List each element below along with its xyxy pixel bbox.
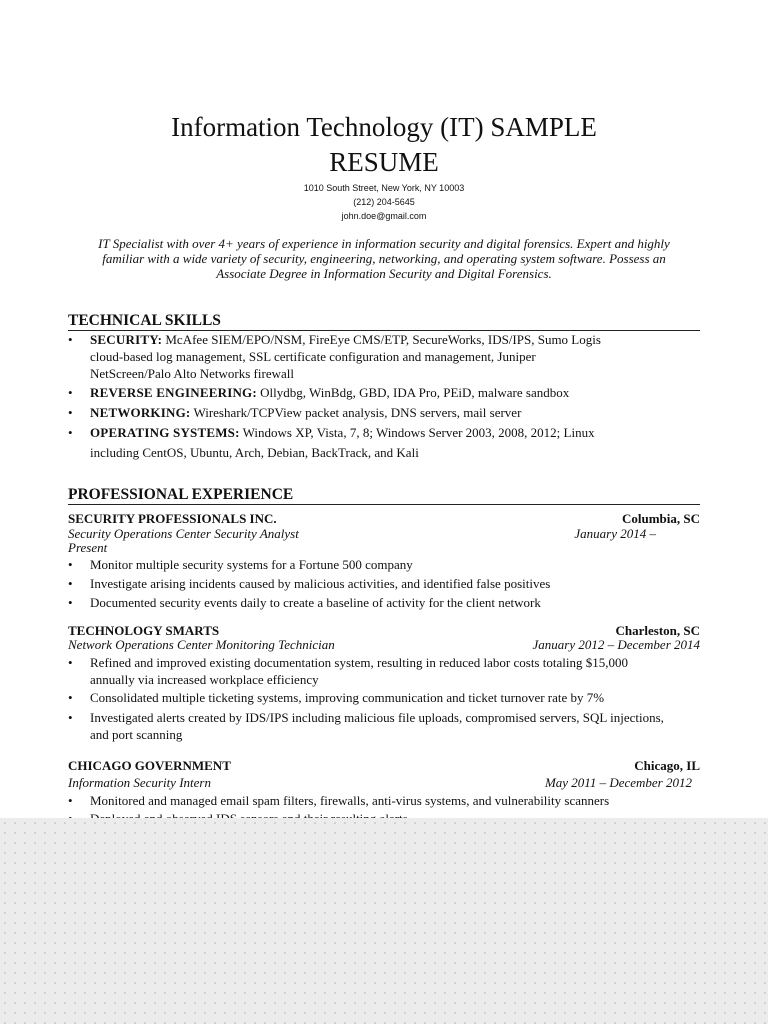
job-bullet: Investigate arising incidents caused by malicious activities, and identified false positives	[90, 576, 551, 591]
job-bullet: Refined and improved existing documentation system, resulting in reduced labor costs totaling $15,000	[90, 655, 628, 670]
skill-text: McAfee SIEM/EPO/NSM, FireEye CMS/ETP, SecureWorks, IDS/IPS, Sumo Logis	[162, 332, 601, 347]
job-dates: January 2014 –	[574, 526, 656, 541]
bullet-icon: •	[68, 710, 73, 725]
job-role: Information Security Intern	[68, 775, 211, 790]
technical-skills-heading: TECHNICAL SKILLS	[68, 312, 700, 331]
skill-label: NETWORKING:	[90, 405, 191, 420]
skill-text: Windows XP, Vista, 7, 8; Windows Server 2003, 2008, 2012; Linux	[239, 425, 595, 440]
experience-heading: PROFESSIONAL EXPERIENCE	[68, 486, 700, 505]
job-bullet-cont: annually via increased workplace efficiency	[90, 672, 319, 687]
job-role-row	[68, 637, 700, 653]
skill-text: Ollydbg, WinBdg, GBD, IDA Pro, PEiD, malware sandbox	[256, 385, 570, 400]
company-name: TECHNOLOGY SMARTS	[68, 623, 220, 638]
resume-title-line1: Information Technology (IT) SAMPLE	[171, 112, 597, 142]
job-bullet: Monitored and managed email spam filters, firewalls, anti-virus systems, and vulnerability scanners	[90, 793, 610, 808]
job-bullet: Monitor multiple security systems for a Fortune 500 company	[90, 557, 413, 572]
bullet-icon: •	[68, 425, 73, 440]
job-bullet-cont: and port scanning	[90, 727, 183, 742]
bullet-icon: •	[68, 690, 73, 705]
summary-line-1: IT Specialist with over 4+ years of experience in information security and digital forensics. Expert and highly	[98, 236, 670, 251]
job-header	[68, 511, 700, 527]
job-location: Charleston, SC	[615, 623, 700, 638]
company-name: CHICAGO GOVERNMENT	[68, 758, 231, 773]
bullet-icon: •	[68, 655, 73, 670]
bullet-icon: •	[68, 595, 73, 610]
skill-label: OPERATING SYSTEMS:	[90, 425, 240, 440]
skill-text-cont: including CentOS, Ubuntu, Arch, Debian, BackTrack, and Kali	[90, 445, 419, 460]
skill-text: Wireshark/TCPView packet analysis, DNS servers, mail server	[190, 405, 522, 420]
job-dates: May 2011 – December 2012	[544, 775, 692, 790]
skill-item-networking	[90, 405, 521, 422]
preview-cutoff-overlay	[0, 818, 768, 1024]
resume-title-line2: RESUME	[329, 147, 439, 177]
job-location: Chicago, IL	[634, 758, 700, 773]
job-bullet: Investigated alerts created by IDS/IPS including malicious file uploads, compromised servers, SQL injections,	[90, 710, 664, 725]
bullet-icon: •	[68, 385, 73, 400]
skill-label: SECURITY:	[90, 332, 163, 347]
job-dates-cont: Present	[68, 540, 108, 555]
job-role-row	[68, 775, 700, 791]
job-bullet: Consolidated multiple ticketing systems, improving communication and ticket turnover rate by 7%	[90, 690, 605, 705]
email: john.doe@gmail.com	[341, 211, 427, 221]
job-location: Columbia, SC	[621, 511, 700, 526]
summary-line-2: familiar with a wide variety of security, engineering, networking, and operating system software. Possess an	[102, 251, 666, 266]
summary-line-3: Associate Degree in Information Security and Digital Forensics.	[216, 266, 552, 281]
skill-text-cont: NetScreen/Palo Alto Networks firewall	[90, 366, 294, 381]
bullet-icon: •	[68, 793, 73, 808]
bullet-icon: •	[68, 405, 73, 420]
job-role: Security Operations Center Security Analyst	[68, 526, 299, 541]
bullet-icon: •	[68, 332, 73, 347]
skill-item-operating-systems	[90, 425, 595, 442]
skill-text-cont: cloud-based log management, SSL certificate configuration and management, Juniper	[90, 349, 536, 364]
bullet-icon: •	[68, 576, 73, 591]
skill-item-security	[90, 332, 601, 349]
job-header	[68, 758, 700, 774]
phone: (212) 204-5645	[353, 197, 415, 207]
skill-item-reverse-engineering	[90, 385, 569, 402]
job-bullet: Documented security events daily to create a baseline of activity for the client network	[90, 595, 541, 610]
address: 1010 South Street, New York, NY 10003	[303, 183, 465, 193]
skill-label: REVERSE ENGINEERING:	[90, 385, 257, 400]
company-name: SECURITY PROFESSIONALS INC.	[68, 511, 277, 526]
job-dates: January 2012 – December 2014	[532, 637, 700, 652]
job-role: Network Operations Center Monitoring Technician	[68, 637, 335, 652]
bullet-icon: •	[68, 557, 73, 572]
